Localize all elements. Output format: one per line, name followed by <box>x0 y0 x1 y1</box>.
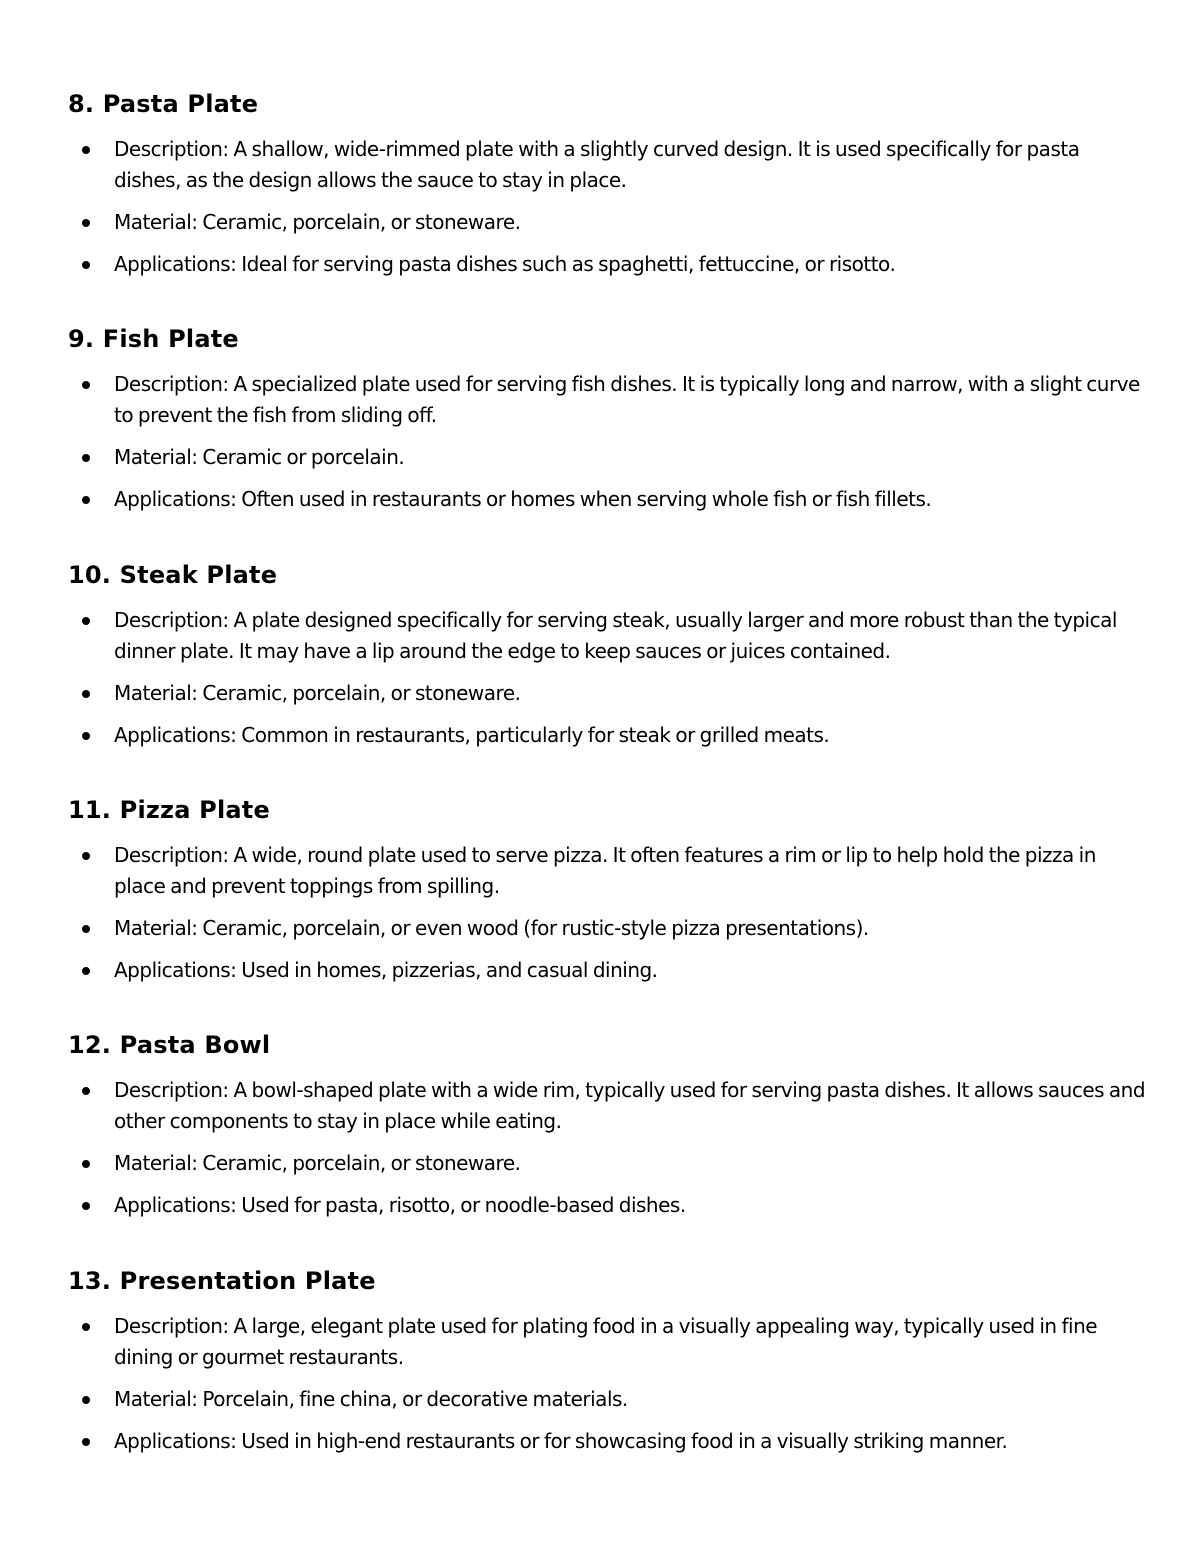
list-item <box>68 720 1148 751</box>
item-label: Material: <box>114 1151 198 1175</box>
item-text: A wide, round plate used to serve pizza. It often features a rim or lip to help hold the pizza in place and prevent toppings from spilling. <box>114 843 1096 898</box>
list-item <box>68 442 1148 473</box>
item-label: Description: <box>114 372 229 396</box>
item-text: Used in homes, pizzerias, and casual dining. <box>236 958 658 982</box>
item-label: Description: <box>114 608 229 632</box>
item-text: Ceramic, porcelain, or stoneware. <box>197 210 521 234</box>
item-text: Ceramic, porcelain, or even wood (for rustic-style pizza presentations). <box>197 916 869 940</box>
list-item <box>68 207 1148 238</box>
list-item <box>68 1148 1148 1179</box>
section-heading: 11. Pizza Plate <box>68 796 270 824</box>
list-item <box>68 913 1148 944</box>
item-text: Often used in restaurants or homes when serving whole fish or fish fillets. <box>236 487 932 511</box>
item-label: Description: <box>114 1314 229 1338</box>
item-label: Material: <box>114 681 198 705</box>
item-text: Common in restaurants, particularly for steak or grilled meats. <box>236 723 830 747</box>
list-item <box>68 484 1148 515</box>
item-label: Description: <box>114 843 229 867</box>
item-text: A shallow, wide-rimmed plate with a slightly curved design. It is used specifically for pasta dishes, as the design allows the sauce to stay in place. <box>114 137 1080 192</box>
item-label: Applications: <box>114 1429 237 1453</box>
list-item <box>68 1384 1148 1415</box>
item-label: Applications: <box>114 723 237 747</box>
list-item <box>68 1190 1148 1221</box>
item-text: Ceramic, porcelain, or stoneware. <box>197 1151 521 1175</box>
section-heading: 12. Pasta Bowl <box>68 1031 271 1059</box>
item-label: Applications: <box>114 958 237 982</box>
item-label: Material: <box>114 1387 198 1411</box>
item-label: Description: <box>114 1078 229 1102</box>
item-text: A large, elegant plate used for plating food in a visually appealing way, typically used in fine dining or gourmet restaurants. <box>114 1314 1098 1369</box>
list-item <box>68 678 1148 709</box>
item-label: Material: <box>114 445 198 469</box>
section-presentation-plate <box>68 1265 1148 1468</box>
item-text: Used for pasta, risotto, or noodle-based dishes. <box>236 1193 686 1217</box>
list-item <box>68 1311 1148 1373</box>
list-item <box>68 955 1148 986</box>
item-text: A specialized plate used for serving fish dishes. It is typically long and narrow, with a slight curve to prevent the fish from sliding off. <box>114 372 1140 427</box>
item-text: A bowl-shaped plate with a wide rim, typically used for serving pasta dishes. It allows sauces and other components to stay in place while eating. <box>114 1078 1146 1133</box>
item-text: A plate designed specifically for serving steak, usually larger and more robust than the typical dinner plate. It may have a lip around the edge to keep sauces or juices contained. <box>114 608 1117 663</box>
list-item <box>68 369 1148 431</box>
list-item <box>68 1075 1148 1137</box>
list-item <box>68 605 1148 667</box>
bullet-list <box>68 840 1148 986</box>
section-heading: 9. Fish Plate <box>68 325 239 353</box>
section-pasta-plate <box>68 88 1148 291</box>
item-text: Porcelain, fine china, or decorative materials. <box>197 1387 628 1411</box>
section-heading: 8. Pasta Plate <box>68 90 259 118</box>
item-label: Applications: <box>114 252 237 276</box>
item-text: Ceramic, porcelain, or stoneware. <box>197 681 521 705</box>
bullet-list <box>68 134 1148 280</box>
bullet-list <box>68 369 1148 515</box>
item-label: Material: <box>114 916 198 940</box>
item-text: Ideal for serving pasta dishes such as spaghetti, fettuccine, or risotto. <box>236 252 896 276</box>
list-item <box>68 134 1148 196</box>
list-item <box>68 840 1148 902</box>
section-heading: 13. Presentation Plate <box>68 1267 376 1295</box>
section-pasta-bowl <box>68 1029 1148 1232</box>
section-fish-plate <box>68 323 1148 526</box>
list-item <box>68 249 1148 280</box>
section-steak-plate <box>68 559 1148 762</box>
item-label: Applications: <box>114 487 237 511</box>
item-text: Used in high-end restaurants or for showcasing food in a visually striking manner. <box>236 1429 1008 1453</box>
section-pizza-plate <box>68 794 1148 997</box>
bullet-list <box>68 1075 1148 1221</box>
bullet-list <box>68 605 1148 751</box>
item-label: Material: <box>114 210 198 234</box>
item-label: Description: <box>114 137 229 161</box>
item-label: Applications: <box>114 1193 237 1217</box>
list-item <box>68 1426 1148 1457</box>
bullet-list <box>68 1311 1148 1457</box>
section-heading: 10. Steak Plate <box>68 561 278 589</box>
item-text: Ceramic or porcelain. <box>197 445 405 469</box>
